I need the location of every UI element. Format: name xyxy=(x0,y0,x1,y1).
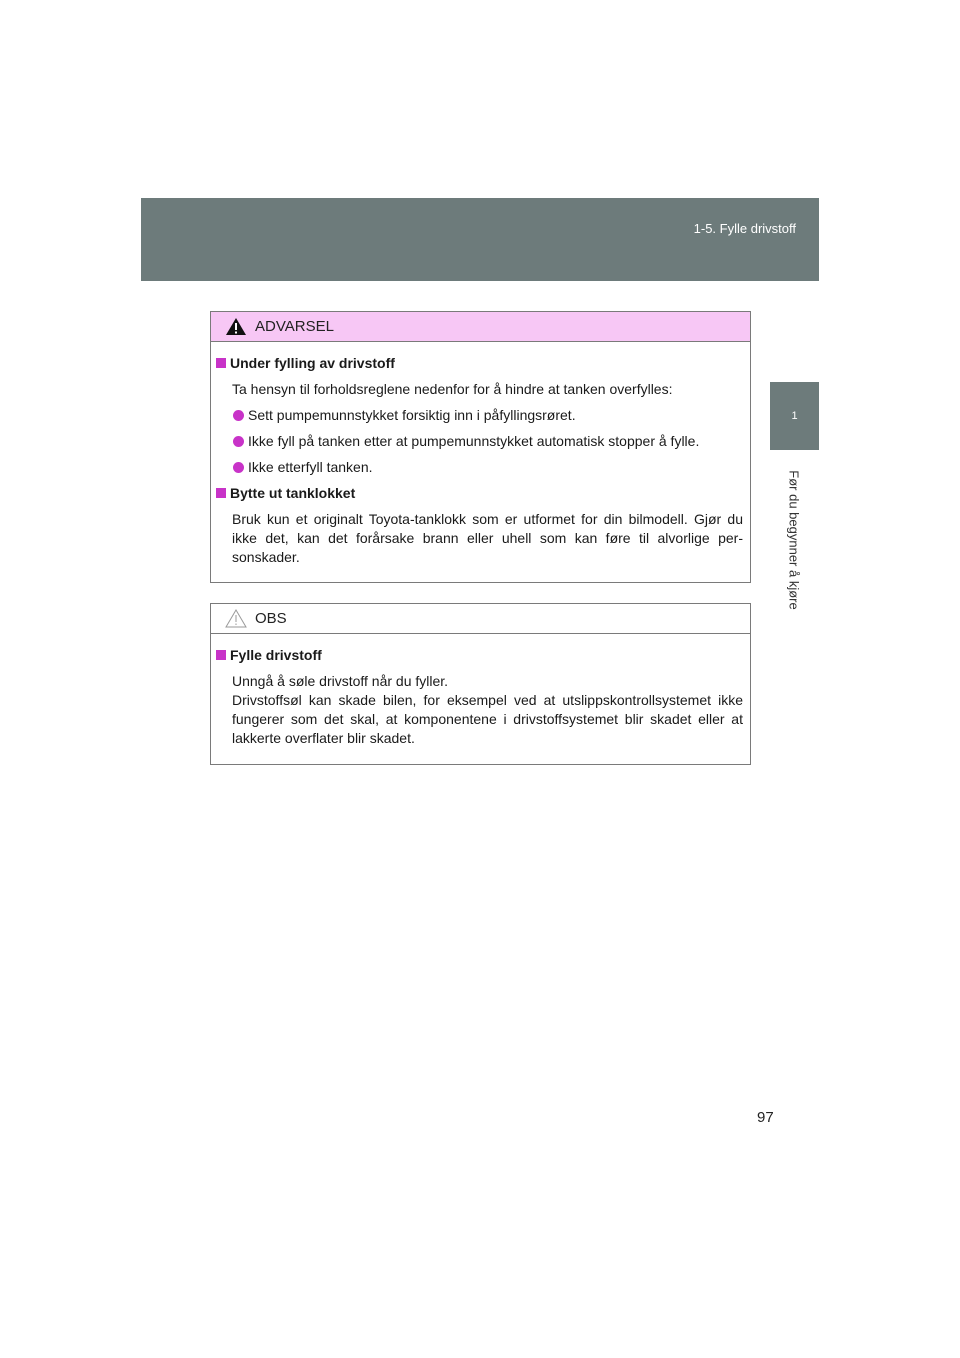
warning-section-title: Bytte ut tanklokket xyxy=(216,484,743,503)
section-title: 1-5. Fylle drivstoff xyxy=(693,221,796,236)
notice-line-2: Drivstoffsøl kan skade bilen, for eksempel ved at utslippskontrollsystemet ikke fungerer som det skal, at komponentene i drivstoffsystemet blir skadet eller at lakkerte overflater blir skadet. xyxy=(232,692,743,746)
chapter-tab xyxy=(770,382,819,450)
round-bullet-icon xyxy=(233,410,244,421)
list-item: Ikke etterfyll tanken. xyxy=(216,458,743,477)
warning-section-title: Under fylling av drivstoff xyxy=(216,354,743,373)
caution-triangle-icon xyxy=(225,609,247,628)
round-bullet-icon xyxy=(233,436,244,447)
notice-header xyxy=(211,604,750,634)
warning-text: Bruk kun et originalt Toyota-tanklokk som er utformet for din bilmodell. Gjør du ikke det, kan det forårsake brann eller uhell som kan føre til alvorlige personskader. xyxy=(232,511,743,565)
chapter-title: Før du begynner å kjøre xyxy=(786,470,802,610)
square-bullet-icon xyxy=(216,650,226,660)
warning-header xyxy=(211,312,750,342)
notice-section-title: Fylle drivstoff xyxy=(216,646,743,665)
notice-line-1: Unngå å søle drivstoff når du fyller. xyxy=(232,673,449,689)
list-item: Ikke fyll på tanken etter at pumpemunnstykket automatisk stopper å fylle. xyxy=(216,432,743,451)
chapter-number: 1 xyxy=(791,410,798,422)
square-bullet-icon xyxy=(216,358,226,368)
round-bullet-icon xyxy=(233,462,244,473)
notice-box xyxy=(210,603,751,765)
warning-heading: ADVARSEL xyxy=(255,318,334,335)
header-band xyxy=(141,198,819,281)
page-number: 97 xyxy=(757,1109,774,1126)
notice-heading: OBS xyxy=(255,610,287,627)
list-item: Sett pumpemunnstykket forsiktig inn i påfyllingsrøret. xyxy=(216,406,743,425)
square-bullet-icon xyxy=(216,488,226,498)
warning-intro: Ta hensyn til forholdsreglene nedenfor for å hindre at tanken overfylles: xyxy=(232,381,673,397)
warning-box xyxy=(210,311,751,583)
warning-triangle-icon xyxy=(225,317,247,336)
